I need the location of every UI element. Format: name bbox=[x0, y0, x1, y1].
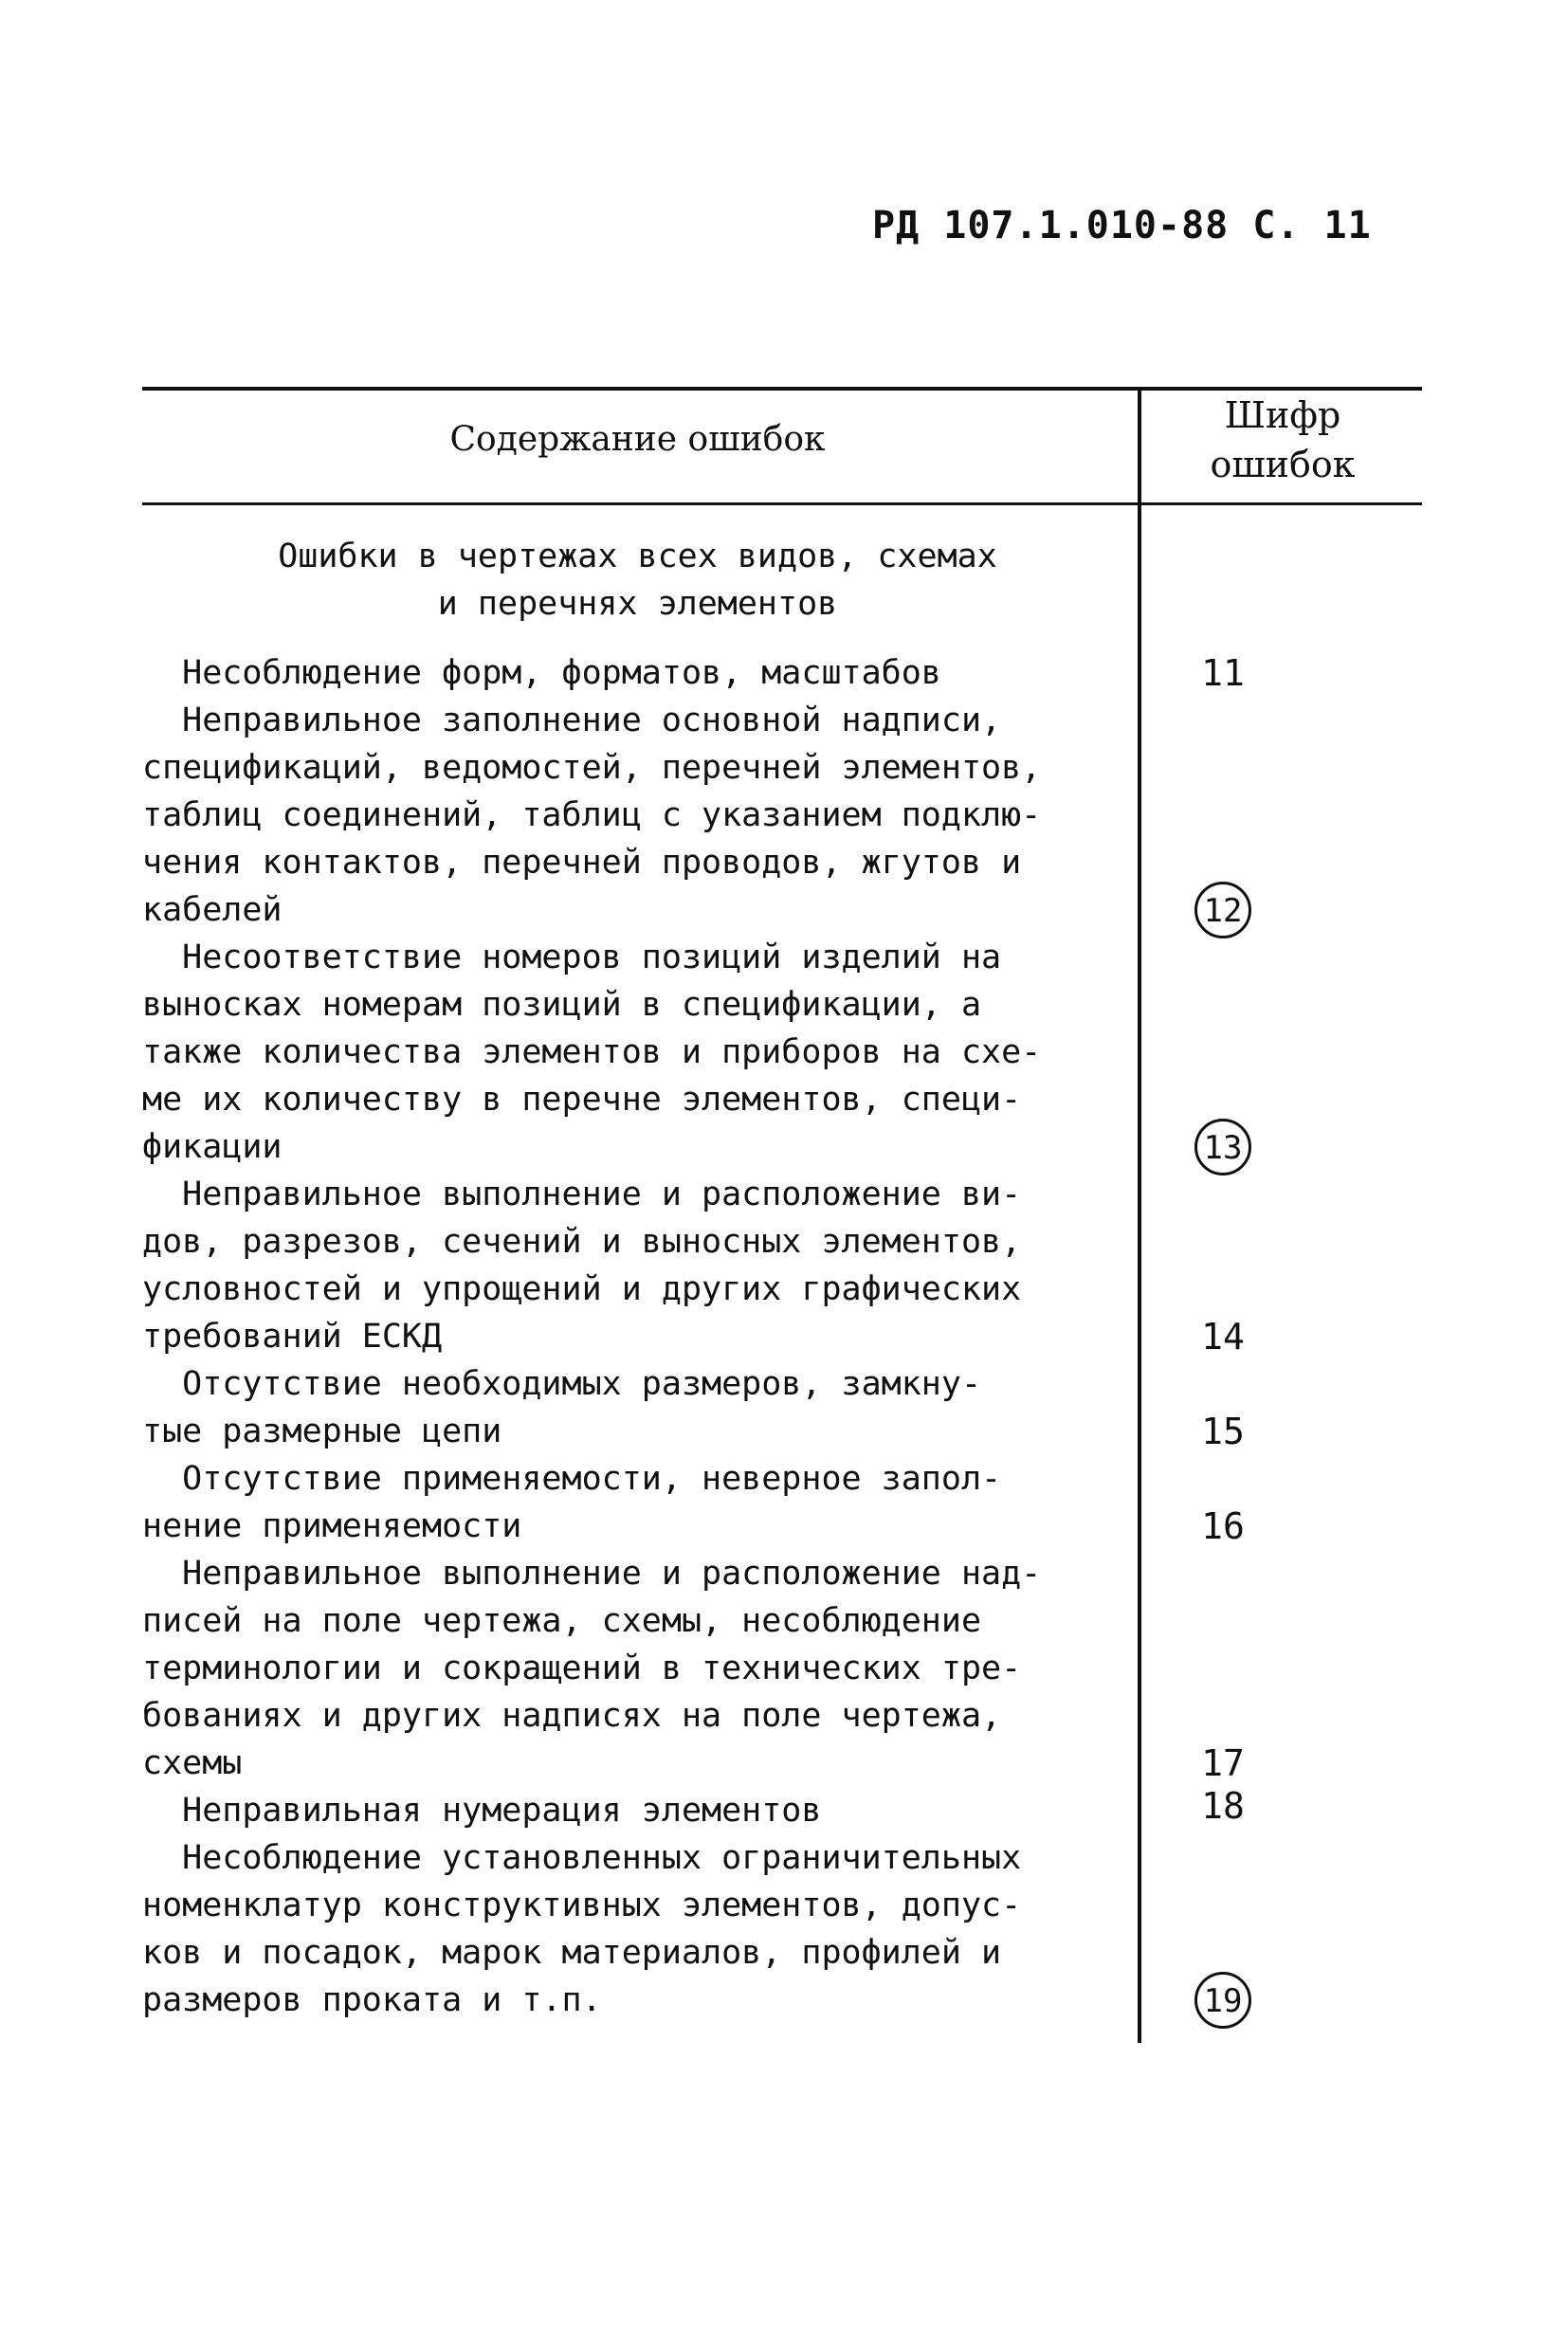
table-row-code: 11 bbox=[1201, 652, 1245, 694]
table-row-text: Несоблюдение форм, форматов, масштабов bbox=[142, 654, 941, 692]
section-title-line2: и перечнях элементов bbox=[437, 585, 838, 623]
table-row-code: 16 bbox=[1201, 1505, 1245, 1547]
section-title-line1: Ошибки в чертежах всех видов, схемах bbox=[278, 538, 997, 575]
column-divider bbox=[1138, 389, 1141, 2043]
table-row-code: 14 bbox=[1201, 1316, 1245, 1358]
column-header-code bbox=[1145, 391, 1420, 489]
circled-code-value: 12 bbox=[1194, 882, 1251, 939]
circled-code-value: 13 bbox=[1194, 1119, 1251, 1176]
circled-code-value: 19 bbox=[1194, 1972, 1251, 2029]
table-row-text: Неправильное выполнение и расположение ви- дов, разрезов, сечений и выносных элементов, условностей и упрощений и других графических требований ЕСКД bbox=[142, 1176, 1022, 1356]
table-row-text: Неправильное заполнение основной надписи, спецификаций, ведомостей, перечней элементов, таблиц соединений, таблиц с указанием подклю- чения контактов, перечней проводов, жгутов и кабелей bbox=[142, 702, 1042, 929]
column-header-content: Содержание ошибок bbox=[449, 420, 826, 459]
table-row-code-circled bbox=[1147, 1119, 1299, 1176]
table-row-code: 15 bbox=[1201, 1411, 1245, 1452]
table-row-text: Отсутствие применяемости, неверное запол- нение применяемости bbox=[142, 1460, 1002, 1545]
section-title bbox=[142, 533, 1133, 628]
column-header-code-line2: ошибок bbox=[1210, 444, 1356, 485]
table-row-text: Неправильная нумерация элементов bbox=[142, 1792, 822, 1830]
table-row-code: 18 bbox=[1201, 1785, 1245, 1827]
table-row-code-circled bbox=[1147, 882, 1299, 939]
table-row-code-circled bbox=[1147, 1972, 1299, 2029]
table-row-text: Несоблюдение установленных ограничительных номенклатур конструктивных элементов, допус- ков и посадок, марок материалов, профилей и размеров проката и т.п. bbox=[142, 1839, 1022, 2019]
document-designation: РД 107.1.010-88 С. 11 bbox=[872, 204, 1372, 247]
table-header-rule bbox=[142, 502, 1422, 505]
table-row-text: Отсутствие необходимых размеров, замкну- тые размерные цепи bbox=[142, 1365, 982, 1450]
table-row-text: Несоответствие номеров позиций изделий на выносках номерам позиций в спецификации, а также количества элементов и приборов на схе- ме их количеству в перечне элементов, специ- фикации bbox=[142, 939, 1042, 1166]
table-row-code: 17 bbox=[1201, 1742, 1245, 1784]
table-row-text: Неправильное выполнение и расположение над- писей на поле чертежа, схемы, несоблюдение терминологии и сокращений в технических тре- бованиях и других надписях на поле чертежа, схемы bbox=[142, 1555, 1042, 1782]
column-header-code-line1: Шифр bbox=[1224, 394, 1341, 436]
